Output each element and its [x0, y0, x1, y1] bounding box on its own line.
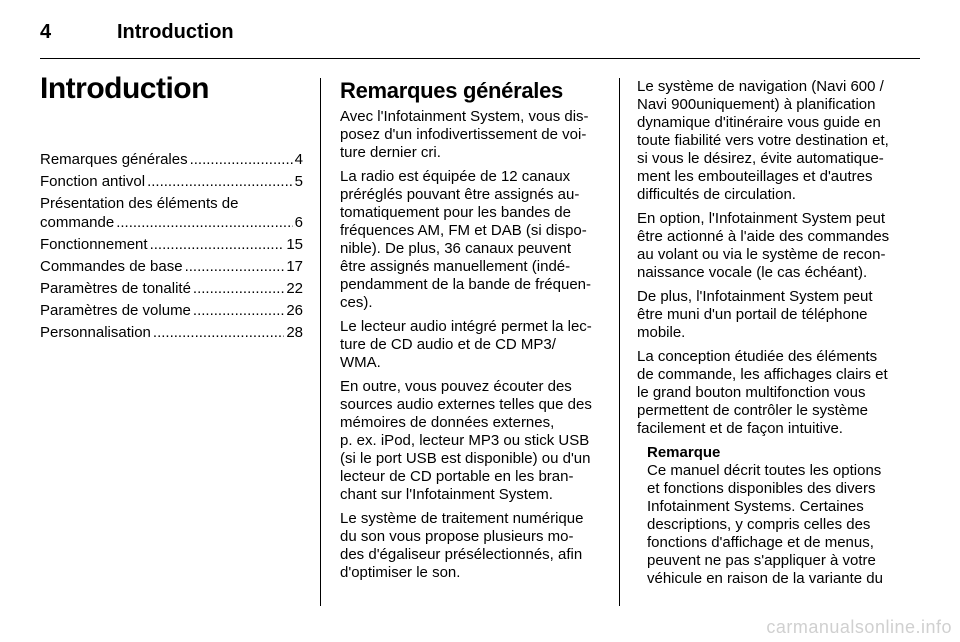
paragraph: En option, l'Infotainment System peut être actionné à l'aide des commandes au volant ou via le système de recon- naissance vocale (le cas échéant).	[637, 210, 890, 281]
header-rule	[40, 58, 920, 59]
paragraph: En outre, vous pouvez écouter des sources audio externes telles que des mémoires de données externes, p. ex. iPod, lecteur MP3 ou stick USB (si le port USB est disponible) ou d'un lecteur de CD portable en les bran- chant sur l'Infotainment System.	[340, 378, 592, 503]
column-continued	[637, 78, 905, 594]
toc-item[interactable]: Personnalisation ..... 28	[40, 323, 303, 342]
paragraph: Le système de navigation (Navi 600 / Navi 900uniquement) à planification dynamique d'itinéraire vous guide en toute fiabilité vers votre destination et, si vous le désirez, évite automatique- ment les embouteillages et d'autres difficultés de circulation.	[637, 78, 889, 203]
section-title: Introduction	[40, 72, 209, 105]
note-text: Ce manuel décrit toutes les options et fonctions disponibles des divers Infotainment Systems. Certaines descriptions, y compris celles des fonctions d'affichage et de menus, peuvent ne pas s'appliquer à votre véhicule en raison de la variante du	[647, 462, 883, 587]
column-divider	[320, 78, 321, 606]
page-number: 4	[40, 21, 52, 43]
paragraph: Le lecteur audio intégré permet la lec- ture de CD audio et de CD MP3/ WMA.	[340, 318, 592, 371]
note-box	[647, 444, 905, 588]
table-of-contents	[40, 150, 303, 345]
paragraph: La radio est équipée de 12 canaux préréglés pouvant être assignés au- tomatiquement pour les bandes de fréquences AM, FM et DAB (si dispo- nible). De plus, 36 canaux peuvent être assignés manuellement (indé- pendamment de la bande de fréquen- ces).	[340, 168, 592, 311]
chapter-title: Introduction	[117, 21, 234, 43]
paragraph: Avec l'Infotainment System, vous dis- posez d'un infodivertissement de voi- ture dernier cri.	[340, 108, 589, 161]
toc-item[interactable]: Paramètres de volume ..... 26	[40, 301, 303, 320]
toc-item[interactable]: Fonctionnement ..... 15	[40, 235, 303, 254]
paragraph: La conception étudiée des éléments de commande, les affichages clairs et le grand bouton multifonction vous permettent de contrôler le système facilement et de façon intuitive.	[637, 348, 888, 437]
page-header	[40, 20, 920, 52]
section-heading: Remarques générales	[340, 78, 563, 103]
toc-item[interactable]: Paramètres de tonalité ..... 22	[40, 279, 303, 298]
toc-item[interactable]: Présentation des éléments de commande ..... 6	[40, 194, 303, 232]
column-general-remarks	[340, 78, 602, 588]
note-title: Remarque	[647, 444, 721, 461]
toc-item[interactable]: Commandes de base ..... 17	[40, 257, 303, 276]
toc-item[interactable]: Fonction antivol ..... 5	[40, 172, 303, 191]
watermark: carmanualsonline.info	[766, 617, 952, 637]
paragraph: Le système de traitement numérique du son vous propose plusieurs mo- des d'égaliseur présélectionnés, afin d'optimiser le son.	[340, 510, 584, 581]
toc-item[interactable]: Remarques générales ..... 4	[40, 150, 303, 169]
column-divider	[619, 78, 620, 606]
toc-label-line1: Présentation des éléments de	[40, 195, 239, 212]
paragraph: De plus, l'Infotainment System peut être muni d'un portail de téléphone mobile.	[637, 288, 873, 341]
